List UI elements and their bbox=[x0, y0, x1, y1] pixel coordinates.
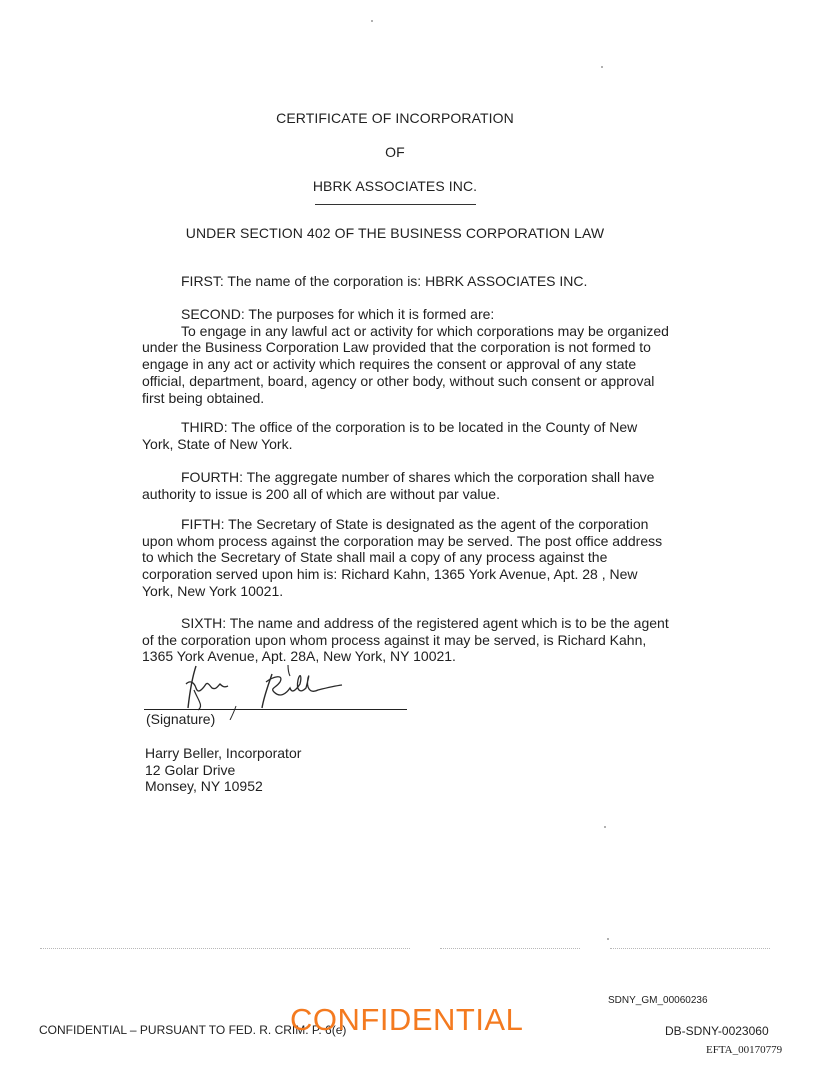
title-underline bbox=[315, 204, 476, 205]
section-heading: UNDER SECTION 402 OF THE BUSINESS CORPORATION LAW bbox=[185, 225, 605, 241]
signature-label: (Signature) bbox=[146, 711, 216, 727]
scan-speck bbox=[371, 20, 373, 22]
scan-artifact-line bbox=[610, 948, 770, 949]
article-sixth bbox=[142, 615, 672, 665]
confidential-watermark: CONFIDENTIAL bbox=[290, 1002, 524, 1037]
document-title: CERTIFICATE OF INCORPORATION bbox=[276, 110, 514, 126]
efta-number: EFTA_00170779 bbox=[706, 1044, 783, 1056]
article-fourth-text: FOURTH: The aggregate number of shares which the corporation shall have authority to issue is 200 all of which are without par value. bbox=[142, 469, 655, 502]
company-name: HBRK ASSOCIATES INC. bbox=[312, 178, 478, 194]
article-fourth bbox=[142, 469, 672, 502]
incorporator-block bbox=[145, 745, 301, 795]
scan-speck bbox=[607, 938, 609, 940]
title-of: OF bbox=[385, 144, 405, 160]
scan-artifact-line bbox=[40, 948, 410, 949]
article-fifth bbox=[142, 516, 672, 600]
article-fifth-text: FIFTH: The Secretary of State is designated as the agent of the corporation upon whom process against the corporation may be served. The post office address to which the Secretary of State shall mail a copy of any process against the corporation served upon him is: Richard Kahn, 1365 York Avenue, Apt. 28 , New York, New York 10021. bbox=[142, 516, 663, 599]
scan-artifact-line bbox=[440, 948, 580, 949]
article-second bbox=[142, 306, 672, 406]
document-control-number: SDNY_GM_00060236 bbox=[608, 995, 708, 1006]
article-second-body: To engage in any lawful act or activity for which corporations may be organized under the Business Corporation Law provided that the corporation is not formed to engage in any act or activity which requires the consent or approval of any state official, department, board, agency or other body, without such consent or approval first being obtained. bbox=[142, 322, 669, 406]
scan-speck bbox=[601, 66, 603, 68]
incorporator-name: Harry Beller, Incorporator bbox=[145, 745, 302, 761]
article-second-title: SECOND: The purposes for which it is formed are: bbox=[181, 306, 495, 322]
article-third-text: THIRD: The office of the corporation is to be located in the County of New York, State of New York. bbox=[142, 419, 638, 452]
article-sixth-text: SIXTH: The name and address of the registered agent which is to be the agent of the corporation upon whom process against it may be served, is Richard Kahn, 1365 York Avenue, Apt. 28A, New York, NY 10021. bbox=[142, 615, 669, 665]
article-first-text: FIRST: The name of the corporation is: HBRK ASSOCIATES INC. bbox=[181, 273, 588, 289]
incorporator-city: Monsey, NY 10952 bbox=[145, 778, 263, 794]
incorporator-street: 12 Golar Drive bbox=[145, 761, 236, 778]
confidential-notice: CONFIDENTIAL – PURSUANT TO FED. R. CRIM. P. 6(e) bbox=[39, 1023, 347, 1037]
article-third bbox=[142, 419, 672, 452]
signature-line bbox=[144, 709, 407, 710]
scan-speck bbox=[604, 826, 606, 828]
bates-number: DB-SDNY-0023060 bbox=[665, 1024, 769, 1038]
article-first bbox=[142, 273, 672, 290]
